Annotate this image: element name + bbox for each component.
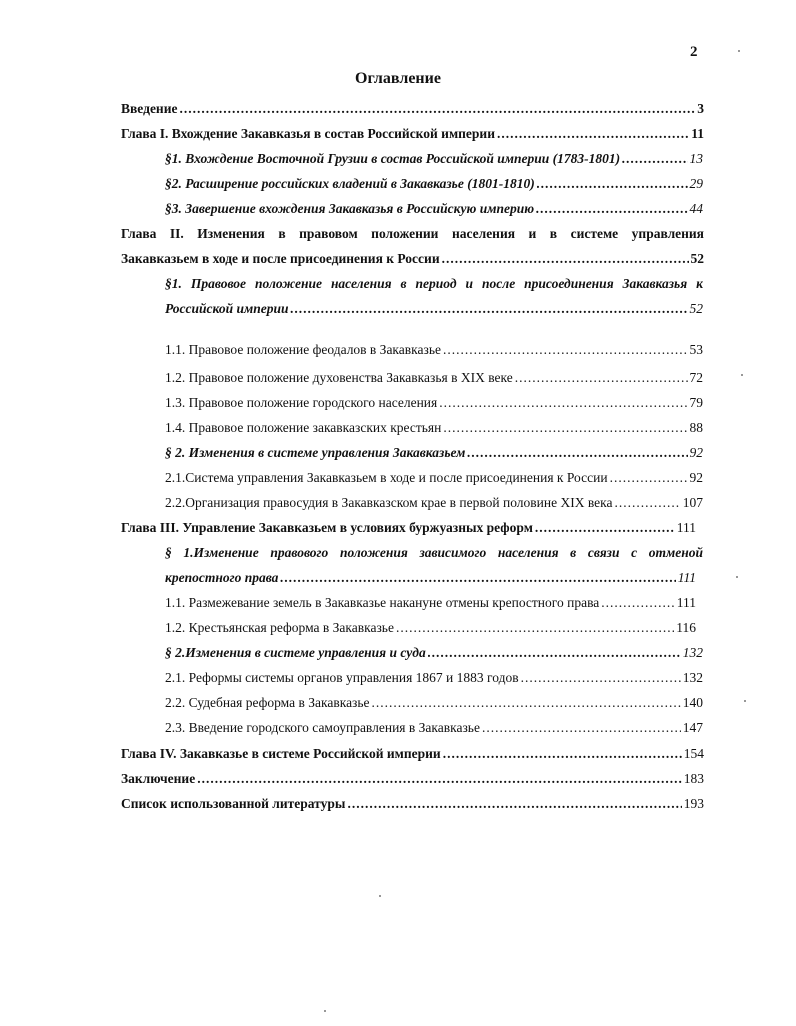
toc-entry-conclusion[interactable]: Заключение ..... 183	[121, 771, 704, 787]
toc-entry-chapter-2-line1[interactable]: Глава II. Изменения в правовом положении населения и в системе управления	[121, 226, 704, 241]
toc-entry-ch3-sec1-line1[interactable]: § 1.Изменение правового положения зависимого населения в связи с отменой	[165, 545, 703, 560]
toc-entry-ch3-1-2[interactable]: 1.2. Крестьянская реформа в Закавказье ..... 116	[165, 620, 696, 636]
toc-entry-ch3-sec1-line2[interactable]: крепостного права ..... 111	[165, 570, 696, 586]
toc-entry-chapter-2-line2[interactable]: Закавказьем в ходе и после присоединения к России ..... 52	[121, 251, 704, 267]
toc-entry-ch2-sec1-line1[interactable]: §1. Правовое положение населения в период и после присоединения Закавказья к	[165, 276, 703, 291]
toc-entry-ch2-sec1-line2[interactable]: Российской империи ..... 52	[165, 301, 703, 317]
toc-entry-ch2-1-1[interactable]: 1.1. Правовое положение феодалов в Закавказье ..... 53	[165, 342, 703, 358]
toc-entry-ch2-1-3[interactable]: 1.3. Правовое положение городского населения ..... 79	[165, 395, 703, 411]
toc-entry-ch3-2-2[interactable]: 2.2. Судебная реформа в Закавказье ..... 140	[165, 695, 703, 711]
toc-entry-ch2-1-4[interactable]: 1.4. Правовое положение закавказских крестьян ..... 88	[165, 420, 703, 436]
toc-entry-ch2-2-1[interactable]: 2.1.Система управления Закавказьем в ходе и после присоединения к России ..... 92	[165, 470, 703, 486]
toc-entry-ch3-sec2[interactable]: § 2.Изменения в системе управления и суда ..... 132	[165, 645, 703, 661]
toc-entry-chapter-3[interactable]: Глава III. Управление Закавказьем в условиях буржуазных реформ ..... 111	[121, 520, 696, 536]
page-title: Оглавление	[355, 70, 441, 87]
toc-entry-chapter-1[interactable]: Глава I. Вхождение Закавказья в состав Российской империи ..... 11	[121, 126, 704, 142]
scan-speck	[379, 895, 381, 897]
scan-speck	[736, 576, 738, 578]
page-number: 2	[690, 44, 698, 60]
toc-entry-ch3-2-1[interactable]: 2.1. Реформы системы органов управления 1867 и 1883 годов ..... 132	[165, 670, 703, 686]
toc-entry-chapter-4[interactable]: Глава IV. Закавказье в системе Российской империи ..... 154	[121, 746, 704, 762]
toc-entry-ch2-1-2[interactable]: 1.2. Правовое положение духовенства Закавказья в XIX веке ..... 72	[165, 370, 703, 386]
toc-entry-ch2-2-2[interactable]: 2.2.Организация правосудия в Закавказском крае в первой половине XIX века ..... 107	[165, 495, 703, 511]
toc-entry-bibliography[interactable]: Список использованной литературы ..... 193	[121, 796, 704, 812]
toc-entry-introduction[interactable]: Введение ..... 3	[121, 101, 704, 117]
toc-entry-ch2-sec2[interactable]: § 2. Изменения в системе управления Закавказьем ..... 92	[165, 445, 703, 461]
toc-entry-ch1-sec2[interactable]: §2. Расширение российских владений в Закавказье (1801-1810) ..... 29	[165, 176, 703, 192]
scan-speck	[744, 700, 746, 702]
toc-entry-ch3-2-3[interactable]: 2.3. Введение городского самоуправления в Закавказье ..... 147	[165, 720, 703, 736]
scan-speck	[741, 374, 743, 376]
toc-entry-ch3-1-1[interactable]: 1.1. Размежевание земель в Закавказье накануне отмены крепостного права ..... 111	[165, 595, 696, 611]
toc-entry-ch1-sec3[interactable]: §3. Завершение вхождения Закавказья в Российскую империю ..... 44	[165, 201, 703, 217]
scan-speck	[324, 1010, 326, 1012]
scan-speck	[738, 50, 740, 52]
toc-entry-ch1-sec1[interactable]: §1. Вхождение Восточной Грузии в состав Российской империи (1783-1801) ..... 13	[165, 151, 703, 167]
